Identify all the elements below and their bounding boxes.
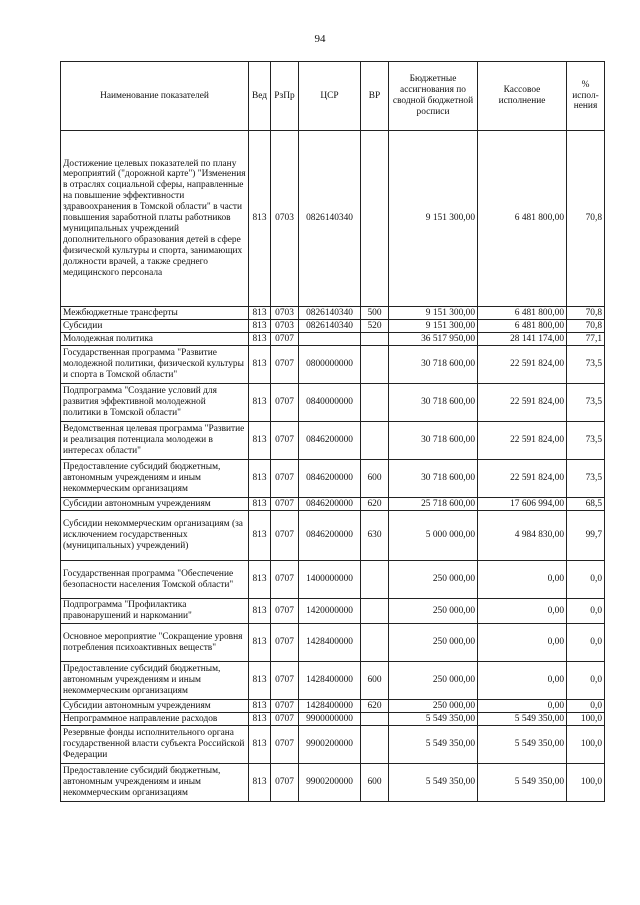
row-vr [361,131,389,307]
table-body [61,131,605,802]
row-ved: 813 [249,320,271,333]
row-ved: 813 [249,624,271,662]
row-csr: 0840000000 [299,384,361,422]
row-vr: 500 [361,307,389,320]
row-ved: 813 [249,384,271,422]
row-percent: 0,0 [567,599,605,624]
row-vr: 620 [361,700,389,713]
row-ved: 813 [249,346,271,384]
row-csr: 0826140340 [299,320,361,333]
row-budget-amount: 250 000,00 [389,662,478,700]
row-cash-amount: 0,00 [478,662,567,700]
row-percent: 73,5 [567,346,605,384]
row-budget-amount: 30 718 600,00 [389,384,478,422]
row-cash-amount: 22 591 824,00 [478,384,567,422]
row-percent: 100,0 [567,726,605,764]
row-ved: 813 [249,307,271,320]
row-cash-amount: 17 606 994,00 [478,498,567,511]
row-percent: 99,7 [567,511,605,561]
row-cash-amount: 22 591 824,00 [478,346,567,384]
row-csr: 0846200000 [299,498,361,511]
row-name: Непрограммное направление расходов [61,713,249,726]
row-budget-amount: 250 000,00 [389,700,478,713]
table-row [61,713,605,726]
row-csr: 0800000000 [299,346,361,384]
row-vr [361,422,389,460]
row-vr: 520 [361,320,389,333]
row-percent: 77,1 [567,333,605,346]
row-name: Ведомственная целевая программа "Развитие и реализация потенциала молодежи в интересах области" [61,422,249,460]
row-percent: 0,0 [567,624,605,662]
row-name: Межбюджетные трансферты [61,307,249,320]
row-rzpr: 0707 [271,713,299,726]
row-vr: 620 [361,498,389,511]
row-rzpr: 0707 [271,384,299,422]
row-percent: 70,8 [567,307,605,320]
row-cash-amount: 5 549 350,00 [478,713,567,726]
header-name: Наименование показателей [61,62,249,131]
row-name: Субсидии автономным учреждениям [61,498,249,511]
row-percent: 0,0 [567,700,605,713]
row-ved: 813 [249,700,271,713]
row-rzpr: 0707 [271,561,299,599]
row-csr: 1400000000 [299,561,361,599]
row-percent: 100,0 [567,764,605,802]
row-csr: 1428400000 [299,662,361,700]
row-budget-amount: 30 718 600,00 [389,422,478,460]
row-ved: 813 [249,764,271,802]
row-cash-amount: 4 984 830,00 [478,511,567,561]
row-percent: 0,0 [567,561,605,599]
row-csr: 0846200000 [299,511,361,561]
row-cash-amount: 22 591 824,00 [478,460,567,498]
row-cash-amount: 6 481 800,00 [478,320,567,333]
row-budget-amount: 5 000 000,00 [389,511,478,561]
row-name: Молодежная политика [61,333,249,346]
row-vr [361,561,389,599]
row-percent: 73,5 [567,384,605,422]
row-rzpr: 0707 [271,726,299,764]
header-budget: Бюджетные ассигнования по сводной бюджетной росписи [389,62,478,131]
header-vr: ВР [361,62,389,131]
row-ved: 813 [249,599,271,624]
row-name: Государственная программа "Развитие молодежной политики, физической культуры и спорта в Томской области" [61,346,249,384]
header-percent: % испол-нения [567,62,605,131]
row-budget-amount: 250 000,00 [389,561,478,599]
row-vr: 600 [361,662,389,700]
row-percent: 73,5 [567,460,605,498]
table-row [61,726,605,764]
row-percent: 68,5 [567,498,605,511]
row-name: Субсидии некоммерческим организациям (за исключением государственных (муниципальных) учреждений) [61,511,249,561]
row-ved: 813 [249,131,271,307]
budget-table [60,61,605,802]
table-row [61,561,605,599]
row-cash-amount: 22 591 824,00 [478,422,567,460]
row-rzpr: 0707 [271,346,299,384]
row-cash-amount: 0,00 [478,624,567,662]
row-cash-amount: 6 481 800,00 [478,131,567,307]
row-ved: 813 [249,662,271,700]
row-vr [361,333,389,346]
table-row [61,346,605,384]
row-rzpr: 0707 [271,460,299,498]
table-row [61,320,605,333]
row-vr: 630 [361,511,389,561]
row-cash-amount: 5 549 350,00 [478,764,567,802]
row-rzpr: 0703 [271,307,299,320]
table-row [61,624,605,662]
row-csr: 1420000000 [299,599,361,624]
header-row [61,62,605,131]
row-csr: 0846200000 [299,460,361,498]
header-cash: Кассовое исполнение [478,62,567,131]
row-name: Государственная программа "Обеспечение безопасности населения Томской области" [61,561,249,599]
row-ved: 813 [249,460,271,498]
row-csr: 0846200000 [299,422,361,460]
header-rzpr: РзПр [271,62,299,131]
table-row [61,662,605,700]
row-rzpr: 0707 [271,422,299,460]
row-budget-amount: 5 549 350,00 [389,726,478,764]
row-name: Субсидии [61,320,249,333]
row-vr [361,346,389,384]
row-csr: 0826140340 [299,307,361,320]
row-csr: 9900200000 [299,726,361,764]
row-name: Субсидии автономным учреждениям [61,700,249,713]
row-rzpr: 0707 [271,624,299,662]
row-name: Предоставление субсидий бюджетным, автономным учреждениям и иным некоммерческим организациям [61,460,249,498]
row-vr: 600 [361,764,389,802]
table-row [61,498,605,511]
row-name: Подпрограмма "Создание условий для развития эффективной молодежной политики в Томской области" [61,384,249,422]
table-row [61,460,605,498]
table-row [61,131,605,307]
table-row [61,384,605,422]
row-cash-amount: 0,00 [478,599,567,624]
row-rzpr: 0707 [271,333,299,346]
row-name: Достижение целевых показателей по плану мероприятий ("дорожной карте") "Изменения в отраслях социальной сферы, направленные на повышение эффективности здравоохранения в Томской области" в части повышения заработной платы работников муниципальных учреждений дополнительного образования детей в сфере физической культуры и спорта, занимающих должности врачей, а также среднего медицинского персонала [61,131,249,307]
table-row [61,422,605,460]
table-row [61,599,605,624]
row-budget-amount: 9 151 300,00 [389,307,478,320]
header-csr: ЦСР [299,62,361,131]
table-row [61,511,605,561]
row-cash-amount: 6 481 800,00 [478,307,567,320]
row-percent: 70,8 [567,320,605,333]
row-csr: 9900000000 [299,713,361,726]
row-name: Предоставление субсидий бюджетным, автономным учреждениям и иным некоммерческим организациям [61,662,249,700]
row-name: Основное мероприятие "Сокращение уровня потребления психоактивных веществ" [61,624,249,662]
row-rzpr: 0703 [271,320,299,333]
header-ved: Вед [249,62,271,131]
row-csr: 1428400000 [299,624,361,662]
row-csr: 0826140340 [299,131,361,307]
table-row [61,333,605,346]
row-rzpr: 0707 [271,498,299,511]
row-csr [299,333,361,346]
row-budget-amount: 30 718 600,00 [389,460,478,498]
table-row [61,700,605,713]
row-percent: 73,5 [567,422,605,460]
row-vr [361,384,389,422]
row-vr [361,713,389,726]
row-budget-amount: 9 151 300,00 [389,131,478,307]
row-budget-amount: 25 718 600,00 [389,498,478,511]
row-percent: 70,8 [567,131,605,307]
row-budget-amount: 5 549 350,00 [389,764,478,802]
row-csr: 1428400000 [299,700,361,713]
row-ved: 813 [249,333,271,346]
row-cash-amount: 5 549 350,00 [478,726,567,764]
row-cash-amount: 28 141 174,00 [478,333,567,346]
table-row [61,307,605,320]
row-rzpr: 0707 [271,764,299,802]
row-cash-amount: 0,00 [478,700,567,713]
row-vr: 600 [361,460,389,498]
row-ved: 813 [249,713,271,726]
row-ved: 813 [249,498,271,511]
row-vr [361,726,389,764]
row-rzpr: 0707 [271,662,299,700]
row-vr [361,624,389,662]
row-percent: 0,0 [567,662,605,700]
row-rzpr: 0707 [271,599,299,624]
row-budget-amount: 9 151 300,00 [389,320,478,333]
row-name: Резервные фонды исполнительного органа государственной власти субъекта Российской Федерации [61,726,249,764]
row-ved: 813 [249,561,271,599]
row-percent: 100,0 [567,713,605,726]
row-ved: 813 [249,726,271,764]
row-csr: 9900200000 [299,764,361,802]
row-budget-amount: 5 549 350,00 [389,713,478,726]
row-ved: 813 [249,422,271,460]
row-name: Подпрограмма "Профилактика правонарушений и наркомании" [61,599,249,624]
row-budget-amount: 250 000,00 [389,624,478,662]
row-rzpr: 0707 [271,511,299,561]
row-cash-amount: 0,00 [478,561,567,599]
row-ved: 813 [249,511,271,561]
row-vr [361,599,389,624]
row-name: Предоставление субсидий бюджетным, автономным учреждениям и иным некоммерческим организациям [61,764,249,802]
row-rzpr: 0707 [271,700,299,713]
row-budget-amount: 250 000,00 [389,599,478,624]
table-row [61,764,605,802]
row-budget-amount: 30 718 600,00 [389,346,478,384]
row-budget-amount: 36 517 950,00 [389,333,478,346]
page-number: 94 [314,33,326,45]
row-rzpr: 0703 [271,131,299,307]
